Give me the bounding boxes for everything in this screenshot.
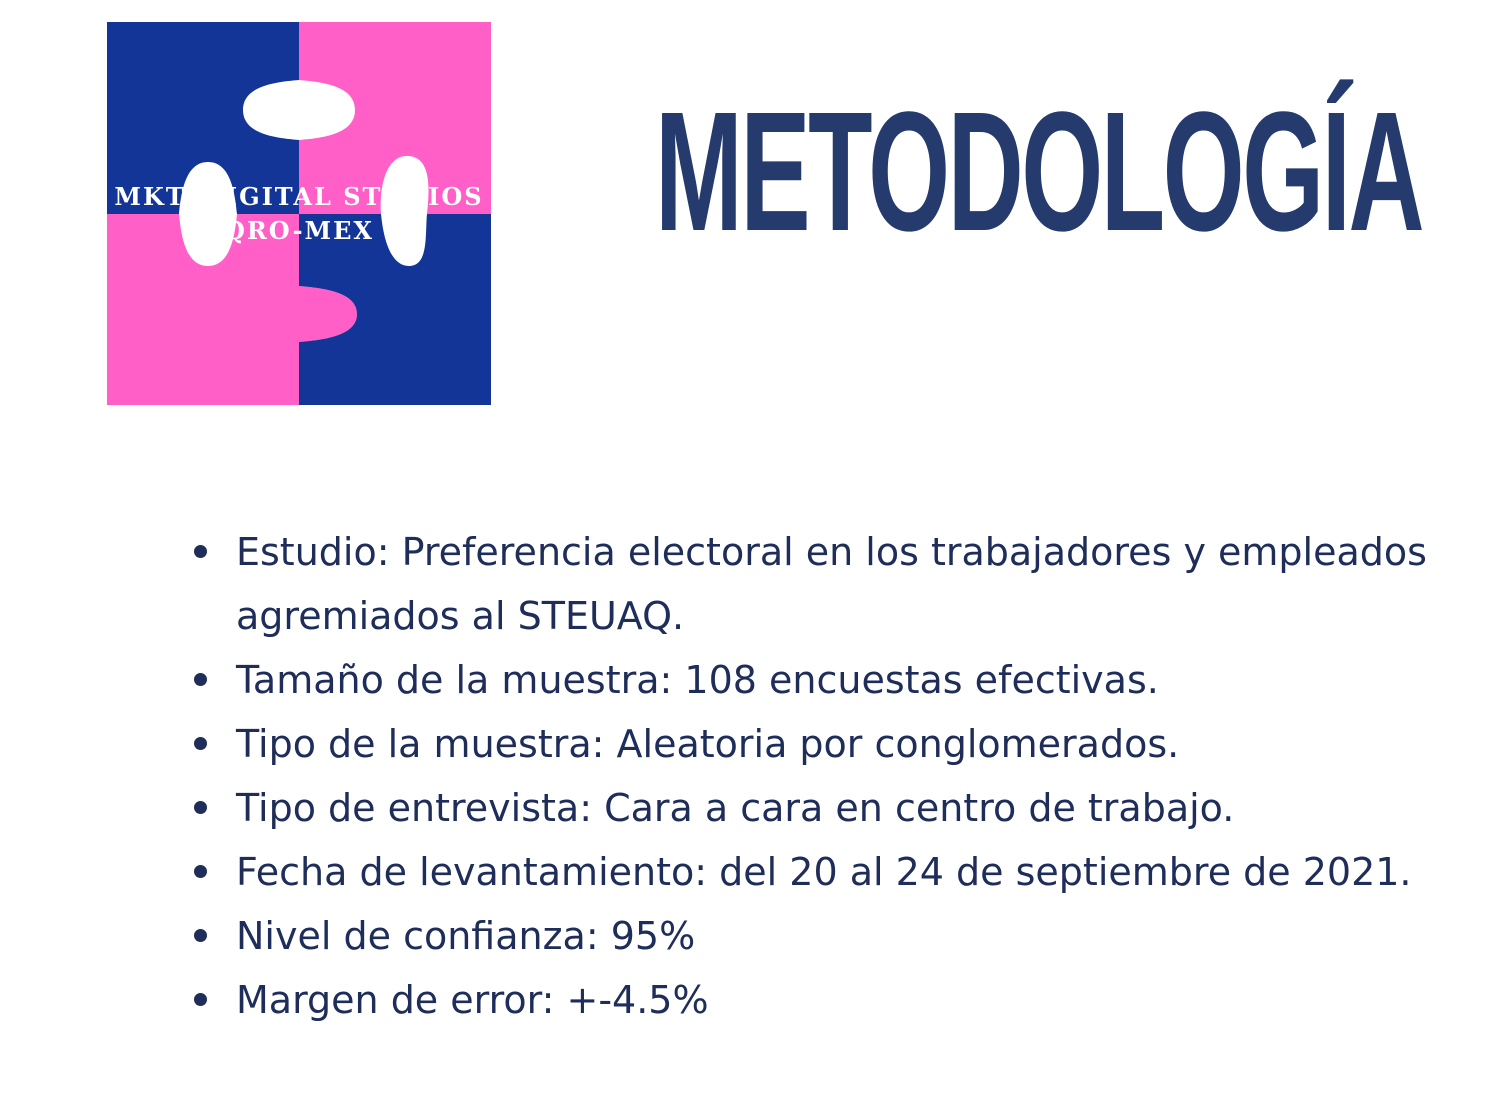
bullet-icon [194, 673, 207, 686]
logo [107, 22, 491, 405]
logo-brand-text: MKT•DIGITAL STUDIOS [114, 182, 484, 211]
list-item [190, 968, 1470, 1032]
list-item-text: Estudio: Preferencia electoral en los trabajadores y empleados agremiados al STEUAQ. [236, 530, 1427, 638]
bullet-icon [194, 929, 207, 942]
bullet-icon [194, 865, 207, 878]
list-item-text: Tamaño de la muestra: 108 encuestas efectivas. [236, 658, 1159, 702]
list-item-text: Tipo de la muestra: Aleatoria por conglomerados. [236, 722, 1180, 766]
list-item-text: Tipo de entrevista: Cara a cara en centro de trabajo. [236, 786, 1235, 830]
puzzle-logo-icon [107, 22, 491, 405]
list-item [190, 520, 1470, 648]
list-item [190, 648, 1470, 712]
logo-location-text: QRO-MEX [223, 216, 375, 245]
methodology-list [190, 520, 1470, 1032]
bullet-icon [194, 545, 207, 558]
bullet-icon [194, 737, 207, 750]
list-item-text: Margen de error: +-4.5% [236, 978, 709, 1022]
list-item-text: Fecha de levantamiento: del 20 al 24 de septiembre de 2021. [236, 850, 1412, 894]
list-item-text: Nivel de confianza: 95% [236, 914, 696, 958]
list-item [190, 712, 1470, 776]
list-item [190, 776, 1470, 840]
page-title: METODOLOGÍA [655, 77, 1423, 267]
list-item [190, 904, 1470, 968]
list-item [190, 840, 1470, 904]
bullet-icon [194, 801, 207, 814]
bullet-icon [194, 993, 207, 1006]
